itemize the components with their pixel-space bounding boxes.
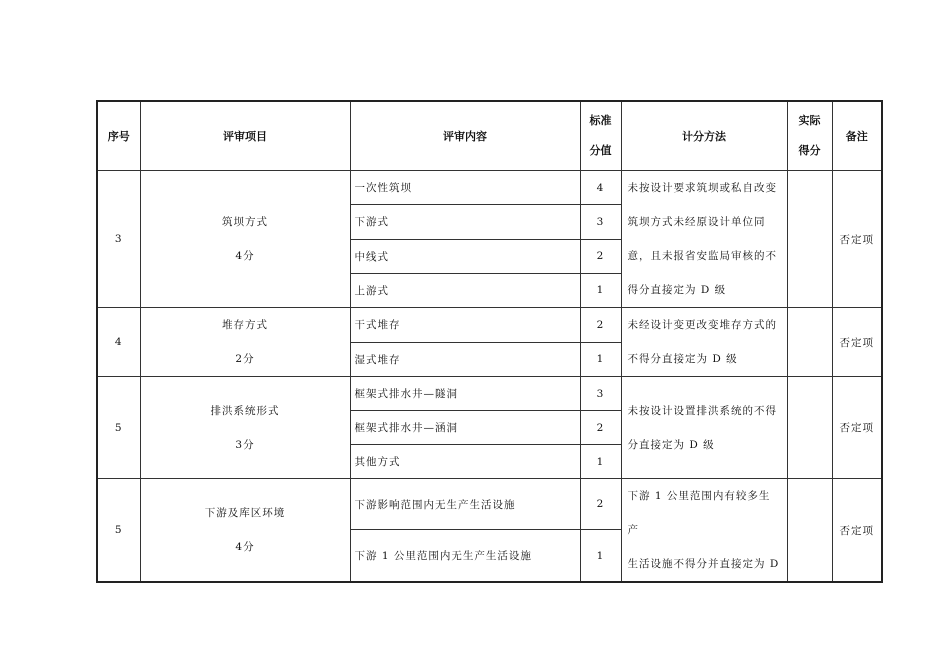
score-cell: 4: [580, 171, 621, 205]
method-cell: [621, 377, 787, 479]
item-points: 3分: [235, 438, 255, 451]
table-row: [97, 308, 882, 343]
header-std-score: [580, 101, 621, 171]
item-cell: [140, 308, 350, 377]
method-line: 得分直接定为 D 级: [627, 284, 727, 296]
header-std-score-line2: 分值: [589, 144, 612, 157]
remark-cell: 否定项: [832, 377, 882, 479]
score-cell: 1: [580, 342, 621, 377]
header-actual-line1: 实际: [798, 114, 821, 127]
header-method: 计分方法: [621, 101, 787, 171]
score-cell: 1: [580, 445, 621, 479]
content-cell: 上游式: [350, 273, 580, 307]
header-remark: 备注: [832, 101, 882, 171]
remark-cell: 否定项: [832, 479, 882, 583]
content-cell: 干式堆存: [350, 308, 580, 343]
remark-cell: 否定项: [832, 308, 882, 377]
method-line: 生活设施不得分并直接定为 D: [627, 558, 780, 570]
method-line: 未按设计要求筑坝或私自改变: [627, 182, 777, 194]
actual-score-cell[interactable]: [787, 308, 832, 377]
score-cell: 3: [580, 205, 621, 239]
seq-cell: 5: [97, 479, 140, 583]
item-name: 筑坝方式: [222, 216, 268, 228]
method-line: 筑坝方式未经原设计单位同: [627, 216, 766, 228]
content-cell: 中线式: [350, 239, 580, 273]
item-name: 堆存方式: [222, 319, 268, 331]
item-cell: [140, 377, 350, 479]
seq-cell: 3: [97, 171, 140, 308]
header-actual: [787, 101, 832, 171]
header-std-score-line1: 标准: [589, 114, 612, 127]
method-cell: [621, 308, 787, 377]
header-content: 评审内容: [350, 101, 580, 171]
method-line: 意，且未报省安监局审核的不: [627, 250, 777, 262]
method-cell: [621, 171, 787, 308]
item-name: 下游及库区环境: [204, 507, 286, 519]
actual-score-cell[interactable]: [787, 171, 832, 308]
seq-cell: 4: [97, 308, 140, 377]
seq-cell: 5: [97, 377, 140, 479]
score-cell: 3: [580, 377, 621, 411]
item-cell: [140, 479, 350, 583]
score-cell: 2: [580, 479, 621, 530]
table-row: [97, 479, 882, 530]
item-cell: [140, 171, 350, 308]
content-cell: 框架式排水井—隧洞: [350, 377, 580, 411]
score-cell: 1: [580, 273, 621, 307]
content-cell: 框架式排水井—涵洞: [350, 411, 580, 445]
score-cell: 1: [580, 530, 621, 582]
content-cell: 下游影响范围内无生产生活设施: [350, 479, 580, 530]
content-cell: 一次性筑坝: [350, 171, 580, 205]
actual-score-cell[interactable]: [787, 479, 832, 583]
table-row: [97, 377, 882, 411]
item-points: 4分: [235, 541, 255, 553]
content-cell: 下游 1 公里范围内无生产生活设施: [350, 530, 580, 582]
item-points: 4分: [235, 250, 255, 262]
table-row: [97, 171, 882, 205]
scoring-table: [96, 100, 883, 583]
content-cell: 下游式: [350, 205, 580, 239]
method-cell: [621, 479, 787, 583]
score-cell: 2: [580, 239, 621, 273]
content-cell: 湿式堆存: [350, 342, 580, 377]
method-line: 未按设计设置排洪系统的不得: [627, 404, 777, 417]
score-cell: 2: [580, 308, 621, 343]
remark-cell: 否定项: [832, 171, 882, 308]
score-cell: 2: [580, 411, 621, 445]
content-cell: 其他方式: [350, 445, 580, 479]
header-row: [97, 101, 882, 171]
header-item: 评审项目: [140, 101, 350, 171]
method-line: 分直接定为 D 级: [627, 438, 715, 451]
header-actual-line2: 得分: [798, 144, 821, 157]
item-name: 排洪系统形式: [210, 404, 280, 417]
actual-score-cell[interactable]: [787, 377, 832, 479]
header-seq: 序号: [97, 101, 140, 171]
item-points: 2分: [235, 353, 255, 365]
method-line: 不得分直接定为 D 级: [627, 353, 738, 365]
method-line: 下游 1 公里范围内有较多生产: [627, 490, 771, 536]
method-line: 未经设计变更改变堆存方式的: [627, 319, 777, 331]
